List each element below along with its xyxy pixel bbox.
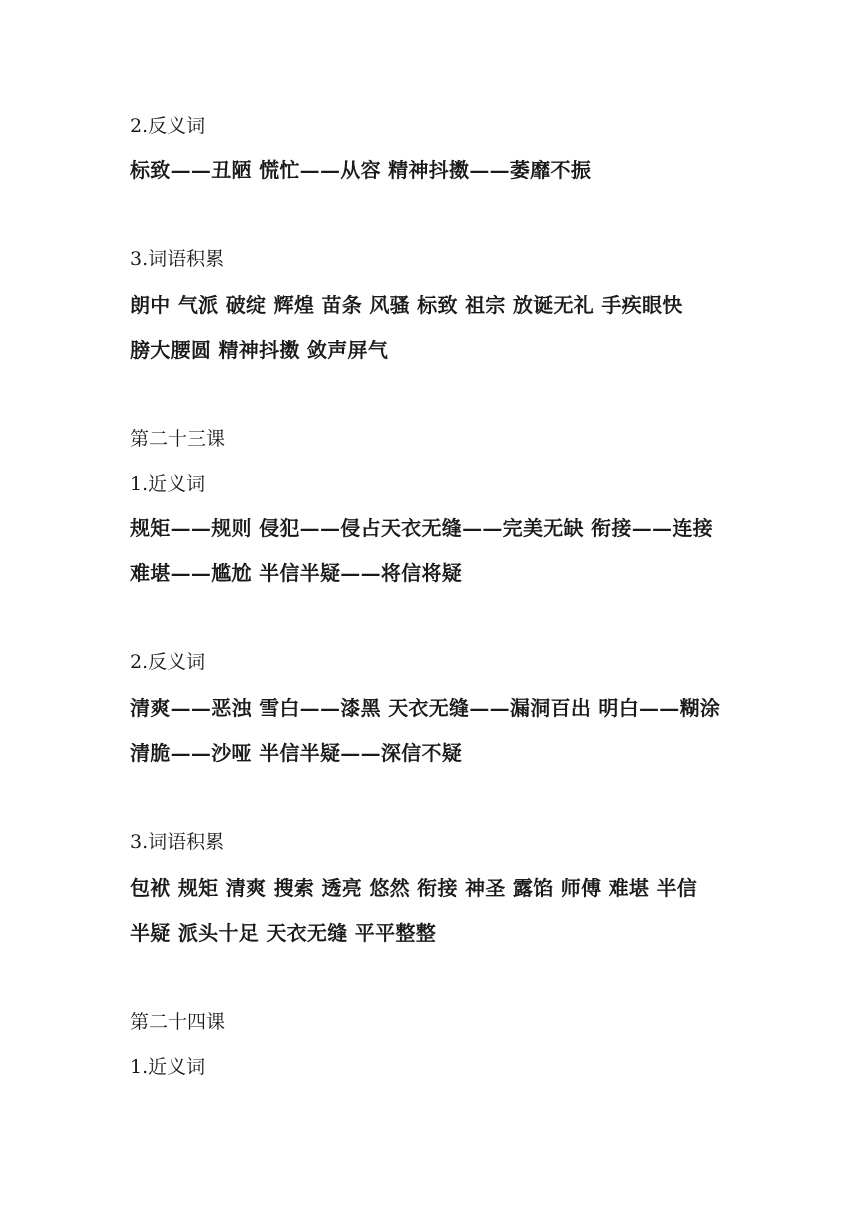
section-heading-vocabulary: 3.词语积累 [130,248,225,270]
lesson-heading: 第二十三课 [130,428,226,450]
vocabulary-line: 膀大腰圆 精神抖擞 敛声屏气 [130,338,389,362]
section-heading-antonyms: 2.反义词 [130,115,206,137]
antonym-line: 清爽——恶浊 雪白——漆黑 天衣无缝——漏洞百出 明白——糊涂 [130,696,721,720]
antonym-line: 标致——丑陋 慌忙——从容 精神抖擞——萎靡不振 [130,158,592,182]
vocabulary-line: 包袱 规矩 清爽 搜索 透亮 悠然 衔接 神圣 露馅 师傅 难堪 半信 [130,876,698,900]
vocabulary-line: 朗中 气派 破绽 辉煌 苗条 风骚 标致 祖宗 放诞无礼 手疾眼快 [130,293,683,317]
lesson-heading: 第二十四课 [130,1011,226,1033]
antonym-line: 清脆——沙哑 半信半疑——深信不疑 [130,741,463,765]
section-heading-synonyms: 1.近义词 [130,473,206,495]
vocabulary-line: 半疑 派头十足 天衣无缝 平平整整 [130,921,436,945]
synonym-line: 难堪——尴尬 半信半疑——将信将疑 [130,561,463,585]
section-heading-synonyms: 1.近义词 [130,1056,206,1078]
synonym-line: 规矩——规则 侵犯——侵占天衣无缝——完美无缺 衔接——连接 [130,516,713,540]
section-heading-antonyms: 2.反义词 [130,651,206,673]
section-heading-vocabulary: 3.词语积累 [130,831,225,853]
